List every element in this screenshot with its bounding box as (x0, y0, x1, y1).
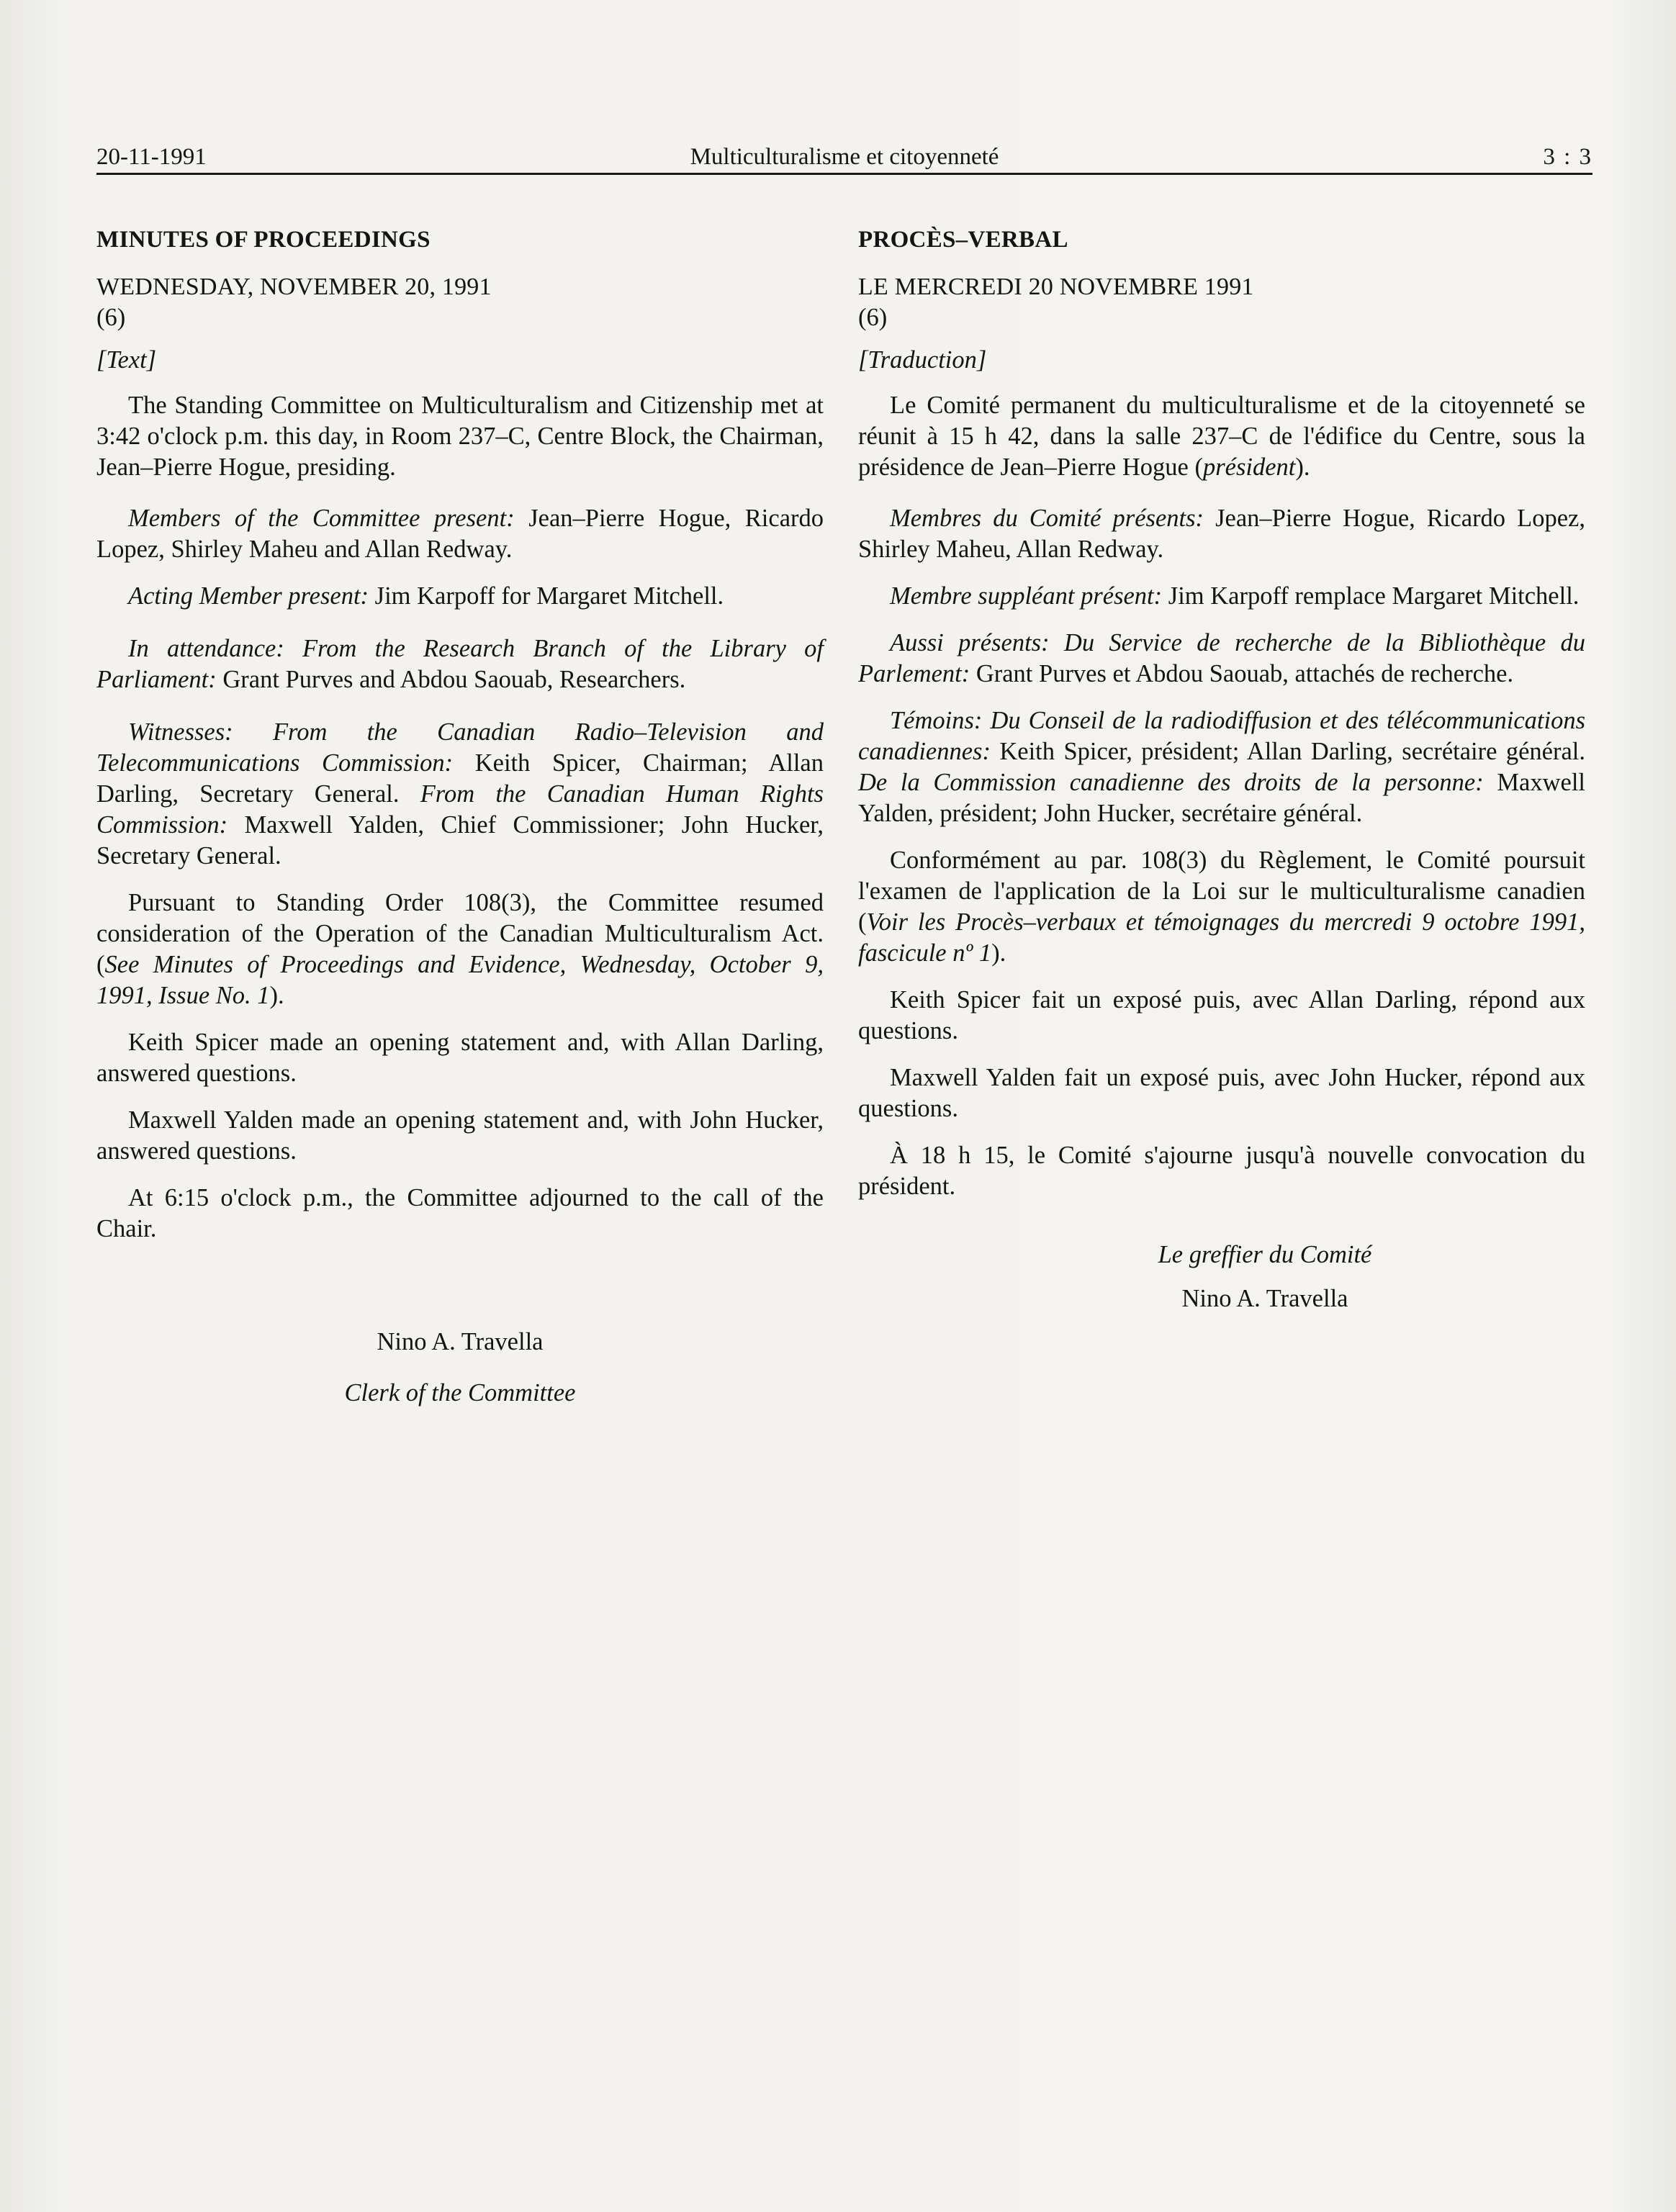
numero-reunion: (6) (858, 304, 888, 331)
yalden-statement: Maxwell Yalden made an opening statement and, with John Hucker, answered questions. (96, 1106, 824, 1165)
expose-yalden: Maxwell Yalden fait un exposé puis, avec John Hucker, répond aux questions. (858, 1064, 1585, 1122)
header-rule (96, 173, 1592, 175)
witnesses-text-1: Keith Spicer, Chairman; Allan Darling, Secretary General. (96, 749, 824, 808)
clerk-title: Clerk of the Committee (344, 1379, 576, 1407)
date-reunion: LE MERCREDI 20 NOVEMBRE 1991 (858, 274, 1254, 300)
reglement-end: ). (991, 939, 1006, 967)
english-column (96, 225, 824, 1409)
standing-order (96, 888, 824, 1011)
header-page-number: 3 : 3 (1543, 144, 1592, 170)
reglement (858, 845, 1585, 969)
attendance-label: In attendance: From the Research Branch of the Library of Parliament: (96, 635, 824, 693)
reunion-end: ). (1295, 453, 1310, 481)
acting-text: Jim Karpoff for Margaret Mitchell. (369, 582, 724, 610)
suppleant-label: Membre suppléant présent: (890, 582, 1163, 610)
standing-order-text: Pursuant to Standing Order 108(3), the Committee resumed consideration of the Operation of the Canadian Multiculturalism Act. ( (96, 889, 824, 978)
standing-order-end: ). (269, 982, 284, 1009)
meeting-number: (6) (96, 304, 126, 331)
members-text: Jean–Pierre Hogue, Ricardo Lopez, Shirley Maheu and Allan Redway. (96, 505, 824, 563)
acting-member (96, 581, 824, 612)
temoins-text-2: Maxwell Yalden, président; John Hucker, secrétaire général. (858, 769, 1585, 827)
ajournement: À 18 h 15, le Comité s'ajourne jusqu'à nouvelle convocation du président. (858, 1142, 1585, 1200)
acting-label: Acting Member present: (128, 582, 369, 610)
reglement-ref: Voir les Procès–verbaux et témoignages du mercredi 9 octobre 1991, fascicule nº 1 (858, 908, 1585, 967)
in-attendance (96, 633, 824, 695)
suppleant-text: Jim Karpoff remplace Margaret Mitchell. (1162, 582, 1580, 610)
french-column (858, 225, 1585, 1314)
membre-suppleant (858, 581, 1585, 612)
header-date: 20-11-1991 (96, 144, 207, 170)
reunion-text: Le Comité permanent du multiculturalisme et de la citoyenneté se réunit à 15 h 42, dans la salle 237–C de l'édifice du Centre, sous la présidence de Jean–Pierre Hogue ( (858, 392, 1585, 481)
temoins-label-2: De la Commission canadienne des droits de la personne: (858, 769, 1484, 796)
membres-text: Jean–Pierre Hogue, Ricardo Lopez, Shirley Maheu, Allan Redway. (858, 505, 1585, 563)
traduction-tag: [Traduction] (858, 346, 987, 374)
header-title: Multiculturalisme et citoyenneté (690, 144, 999, 170)
running-header (96, 141, 1592, 173)
meeting-date: WEDNESDAY, NOVEMBER 20, 1991 (96, 274, 492, 300)
expose-spicer: Keith Spicer fait un exposé puis, avec Allan Darling, répond aux questions. (858, 986, 1585, 1044)
greffier-title: Le greffier du Comité (1158, 1241, 1372, 1268)
witnesses-text-2: Maxwell Yalden, Chief Commissioner; John Hucker, Secretary General. (96, 811, 824, 870)
attendance-text: Grant Purves and Abdou Saouab, Researchers. (216, 666, 686, 693)
text-tag: [Text] (96, 346, 157, 374)
greffier-name: Nino A. Travella (1181, 1285, 1348, 1312)
witnesses-label-1: Witnesses: From the Canadian Radio–Television and Telecommunications Commission: (96, 718, 824, 777)
members-label: Members of the Committee present: (128, 505, 515, 532)
temoins-text-1: Keith Spicer, président; Allan Darling, secrétaire général. (990, 738, 1585, 765)
temoins-label-1: Témoins: Du Conseil de la radiodiffusion et des télécommunications canadiennes: (858, 707, 1585, 765)
minutes-heading: MINUTES OF PROCEEDINGS (96, 227, 431, 253)
membres-label: Membres du Comité présents: (890, 505, 1204, 532)
paragraphe-reunion (858, 390, 1585, 483)
meeting-paragraph: The Standing Committee on Multiculturalism and Citizenship met at 3:42 o'clock p.m. this day, in Room 237–C, Centre Block, the Chairman, Jean–Pierre Hogue, presiding. (96, 392, 824, 481)
membres-presents (858, 503, 1585, 565)
adjournment: At 6:15 o'clock p.m., the Committee adjourned to the call of the Chair. (96, 1184, 824, 1242)
members-present (96, 503, 824, 565)
reglement-text: Conformément au par. 108(3) du Règlement, le Comité poursuit l'examen de l'application de la Loi sur le multiculturalisme canadien ( (858, 847, 1585, 936)
standing-order-ref: See Minutes of Proceedings and Evidence, Wednesday, October 9, 1991, Issue No. 1 (96, 951, 824, 1009)
president-italic: président (1202, 453, 1296, 481)
spicer-statement: Keith Spicer made an opening statement and, with Allan Darling, answered questions. (96, 1029, 824, 1087)
clerk-name: Nino A. Travella (377, 1328, 544, 1355)
witnesses (96, 717, 824, 872)
temoins (858, 705, 1585, 829)
witnesses-label-2: From the Canadian Human Rights Commission: (96, 780, 824, 839)
proces-verbal-heading: PROCÈS–VERBAL (858, 227, 1068, 253)
aussi-label: Aussi présents: Du Service de recherche de la Bibliothèque du Parlement: (858, 629, 1585, 687)
aussi-presents (858, 628, 1585, 690)
aussi-text: Grant Purves et Abdou Saouab, attachés de recherche. (970, 660, 1514, 687)
